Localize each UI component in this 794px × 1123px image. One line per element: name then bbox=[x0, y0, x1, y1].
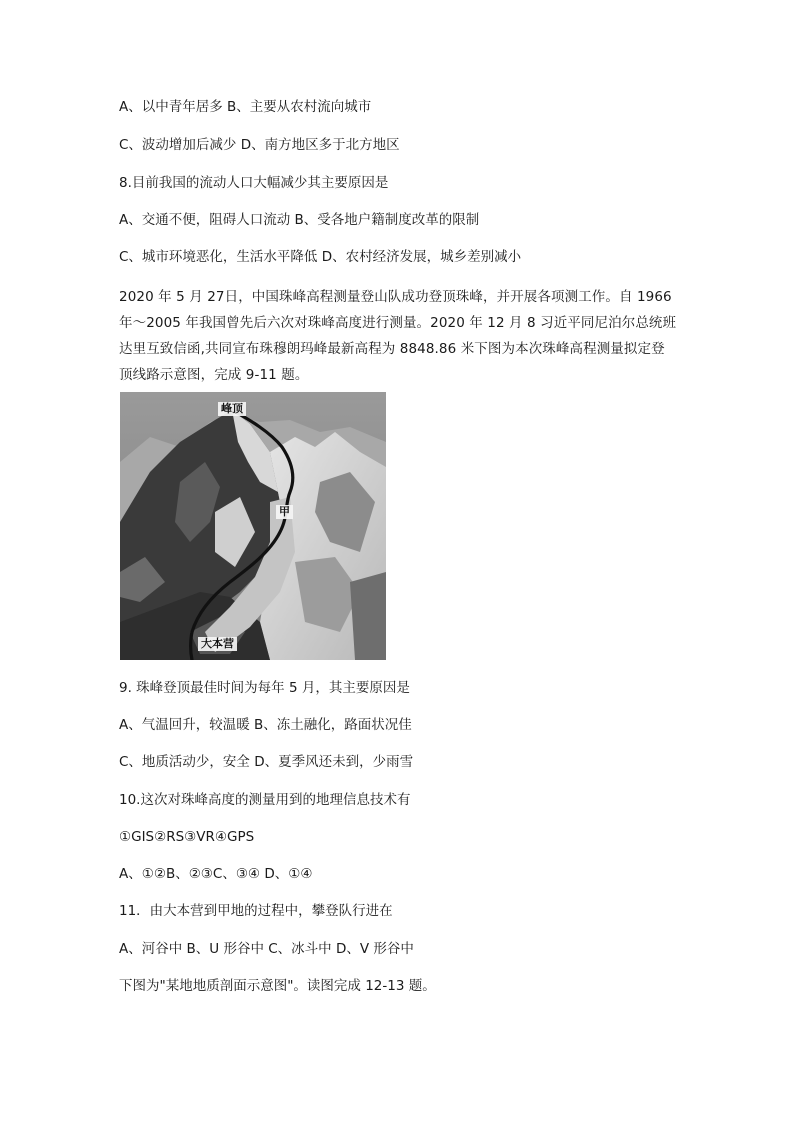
q7-option-ab: A、以中青年居多 B、主要从农村流向城市 bbox=[119, 99, 372, 115]
q10-choices: ①GIS②RS③VR④GPS bbox=[119, 829, 255, 845]
q9-stem: 9. 珠峰登顶最佳时间为每年 5 月，其主要原因是 bbox=[119, 680, 410, 696]
passage-line-3: 达里互致信函,共同宣布珠穆朗玛峰最新高程为 8848.86 米下图为本次珠峰高程测量拟定登 bbox=[119, 341, 665, 357]
label-summit: 峰顶 bbox=[218, 402, 246, 416]
passage-paragraph bbox=[119, 284, 679, 388]
label-jia: 甲 bbox=[276, 505, 293, 519]
passage-line-1: 2020 年 5 月 27日，中国珠峰高程测量登山队成功登顶珠峰，并开展各项测工作。自 1966 bbox=[119, 289, 672, 305]
q10-stem: 10.这次对珠峰高度的测量用到的地理信息技术有 bbox=[119, 792, 411, 808]
q10-options: A、①②B、②③C、③④ D、①④ bbox=[119, 866, 313, 882]
intro-12-13: 下图为"某地地质剖面示意图"。读图完成 12-13 题。 bbox=[119, 978, 436, 994]
passage-line-2: 年～2005 年我国曾先后六次对珠峰高度进行测量。2020 年 12 月 8 习近平同尼泊尔总统班 bbox=[119, 315, 677, 331]
q8-option-ab: A、交通不便，阻碍人口流动 B、受各地户籍制度改革的限制 bbox=[119, 212, 480, 228]
q9-option-ab: A、气温回升，较温暖 B、冻土融化，路面状况佳 bbox=[119, 717, 412, 733]
everest-route-image bbox=[120, 392, 386, 660]
q9-option-cd: C、地质活动少，安全 D、夏季风还未到，少雨雪 bbox=[119, 754, 414, 770]
q7-option-cd: C、波动增加后减少 D、南方地区多于北方地区 bbox=[119, 137, 400, 153]
q11-stem: 11．由大本营到甲地的过程中，攀登队行进在 bbox=[119, 903, 393, 919]
q8-option-cd: C、城市环境恶化，生活水平降低 D、农村经济发展，城乡差别减小 bbox=[119, 249, 522, 265]
passage-line-4: 顶线路示意图，完成 9-11 题。 bbox=[119, 367, 309, 383]
label-basecamp: 大本营 bbox=[198, 637, 237, 651]
q11-options: A、河谷中 B、U 形谷中 C、冰斗中 D、V 形谷中 bbox=[119, 941, 414, 957]
q8-stem: 8.目前我国的流动人口大幅减少其主要原因是 bbox=[119, 175, 389, 191]
everest-route-figure bbox=[120, 392, 386, 660]
